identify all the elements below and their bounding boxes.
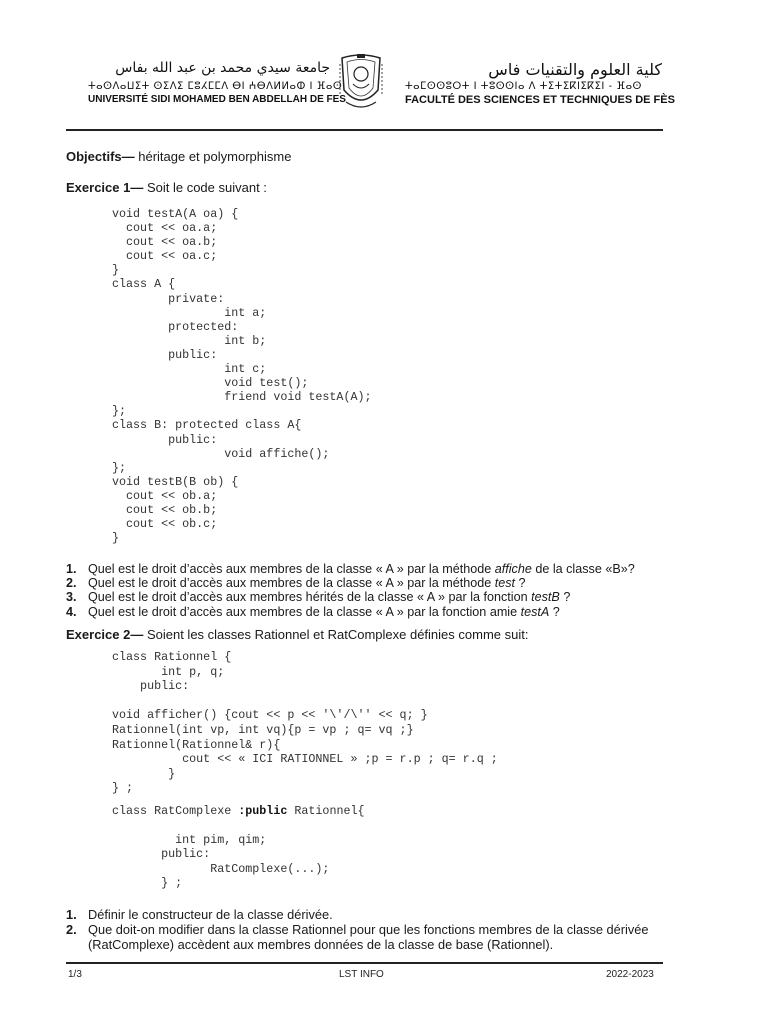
university-name-arabic: جامعة سيدي محمد بن عبد الله بفاس <box>115 60 330 76</box>
university-name-french: UNIVERSITÉ SIDI MOHAMED BEN ABDELLAH DE FES <box>88 94 346 105</box>
university-crest-icon <box>336 50 386 114</box>
objectives-line <box>66 149 291 164</box>
page-number: 1/3 <box>68 969 82 980</box>
faculty-name-arabic: كلية العلوم والتقنيات فاس <box>488 60 662 79</box>
objectives-label: Objectifs— <box>66 149 135 164</box>
header-divider <box>66 129 663 131</box>
exercise-2-heading <box>66 627 528 642</box>
question-2-2-continued: (RatComplexe) accèdent aux membres données de la classe de base (Rationnel). <box>88 937 554 952</box>
exercise-1-intro: Soit le code suivant : <box>143 180 267 195</box>
question-2-2: 2. Que doit-on modifier dans la classe Rationnel pour que les fonctions membres de la classe dérivée <box>66 922 649 937</box>
footer-divider <box>66 962 663 964</box>
exercise-1-code-block: void testA(A oa) { cout << oa.a; cout << oa.b; cout << oa.c; } class A { private: int a; protected: int b; public: int c; void test(); friend void testA(A); }; class B: protected class A{ public: void affiche(); }; void testB(B ob) { cout << ob.a; cout << ob.b; cout << ob.c; } <box>112 207 372 546</box>
academic-year: 2022-2023 <box>606 969 654 980</box>
faculty-name-tifinagh: ⵜⴰⵎⵙⵙⵓⵔⵜ ⵏ ⵜⵓⵙⵙⵏⴰ ⴷ ⵜⵉⵜⵉⴽⵏⵉⴽⵉⵏ - ⴼⴰⵙ <box>405 81 642 92</box>
exercise-2-label: Exercice 2— <box>66 627 144 642</box>
exercise-2-code-rationnel: class Rationnel { int p, q; public: void afficher() {cout << p << '\'/\'' << q; } Rationnel(int vp, int vq){p = vp ; q= vq ;} Rationnel(Rationnel& r){ cout << « ICI RATIONNEL » ;p = r.p ; q= r.q ; } } ; <box>112 650 498 796</box>
question-2-1: 1. Définir le constructeur de la classe dérivée. <box>66 907 333 922</box>
exercise-2-code-ratcomplexe-body: int pim, qim; public: RatComplexe(...); } ; <box>161 832 330 891</box>
course-name: LST INFO <box>339 969 384 980</box>
university-name-tifinagh: ⵜⴰⵙⴷⴰⵡⵉⵜ ⵙⵉⴷⵉ ⵎⵓⵃⵎⵎⴷ ⴱⵏ ⵄⴱⴷⵍⵍⴰⵀ ⵏ ⴼⴰⵙ <box>88 81 343 92</box>
exercise-1-questions <box>66 562 635 619</box>
exercise-1-heading <box>66 180 267 195</box>
question-1: 1. Quel est le droit d’accès aux membres de la classe « A » par la méthode affiche de la classe «B»? <box>66 562 635 576</box>
exercise-2-code-ratcomplexe-decl: class RatComplexe :public Rationnel{ <box>112 804 365 818</box>
exercise-1-label: Exercice 1— <box>66 180 144 195</box>
exercise-2-intro: Soient les classes Rationnel et RatComplexe définies comme suit: <box>143 627 529 642</box>
question-4: 4. Quel est le droit d’accès aux membres de la classe « A » par la fonction amie testA ? <box>66 604 560 619</box>
faculty-name-french: FACULTÉ DES SCIENCES ET TECHNIQUES DE FÈS <box>405 94 675 106</box>
exercise-2-questions <box>66 907 649 952</box>
question-3: 3. Quel est le droit d’accès aux membres hérités de la classe « A » par la fonction testB ? <box>66 590 571 605</box>
objectives-text: héritage et polymorphisme <box>134 149 292 164</box>
question-2: 2. Quel est le droit d’accès aux membres de la classe « A » par la méthode test ? <box>66 576 526 591</box>
